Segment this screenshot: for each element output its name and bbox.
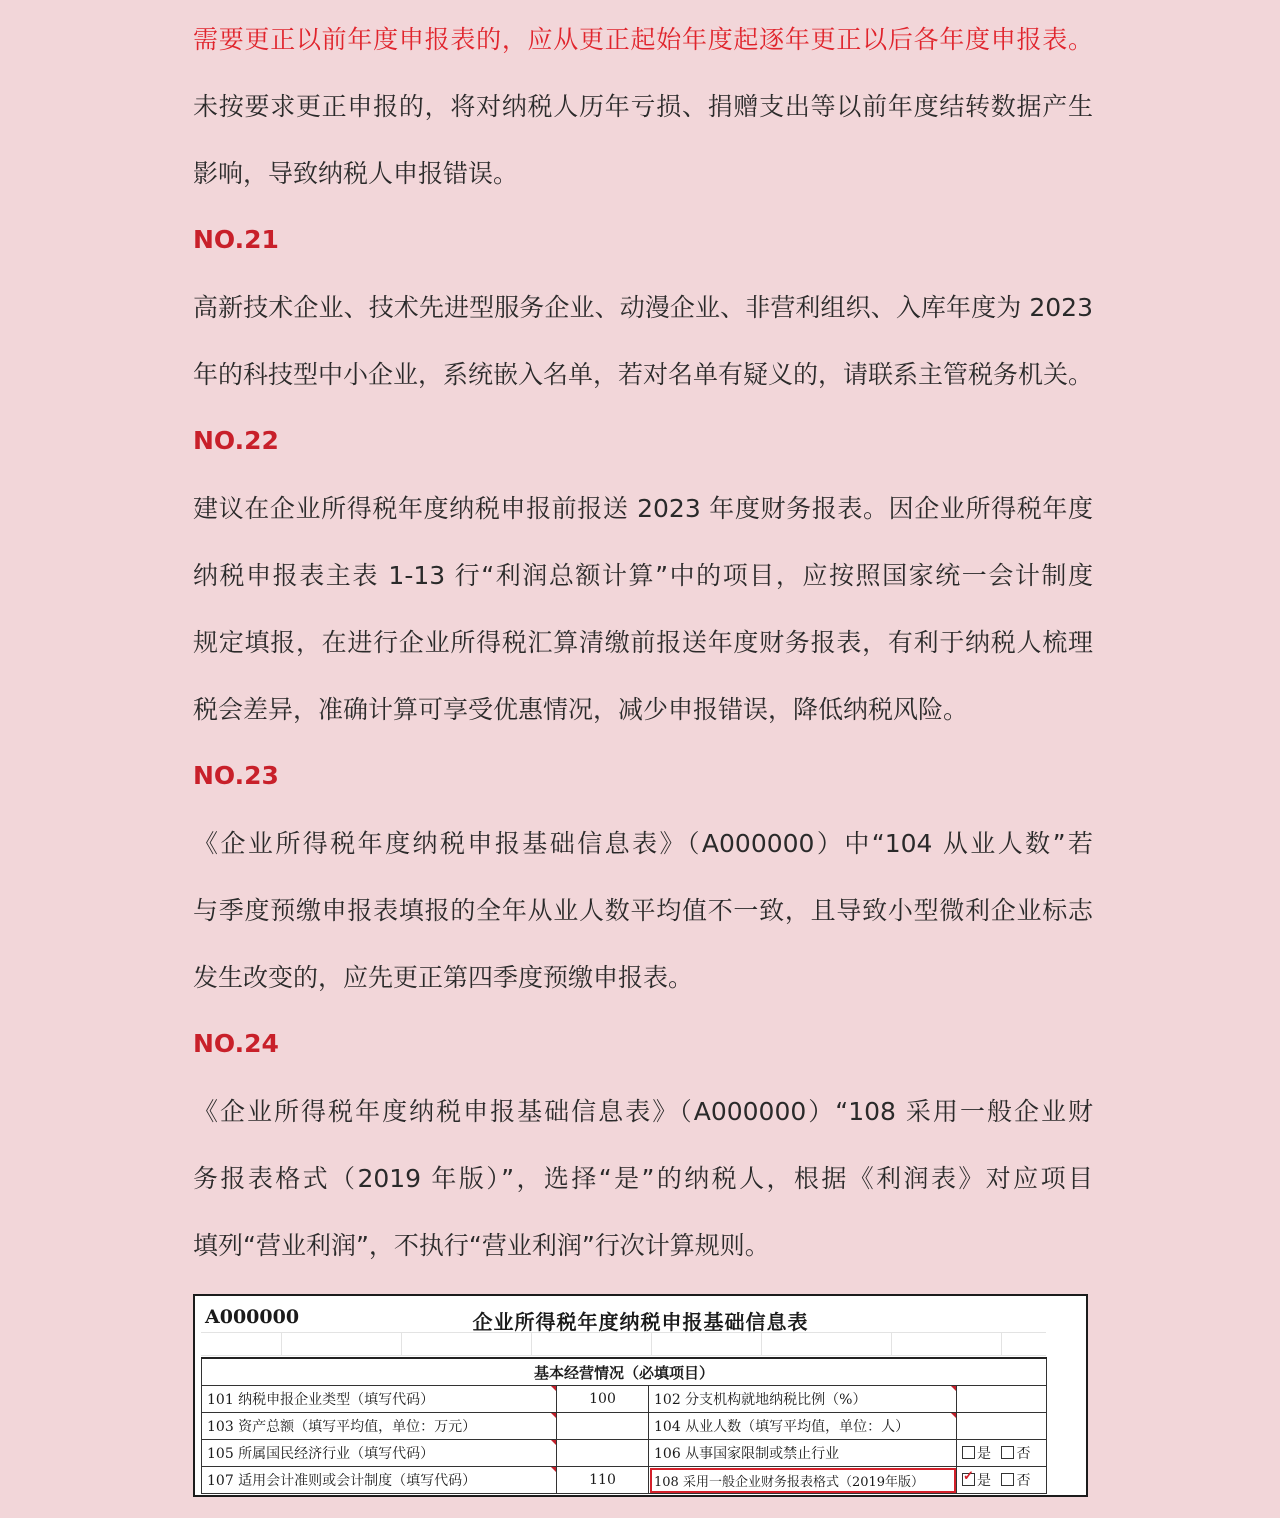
faint-gridlines xyxy=(201,1332,1046,1356)
p22-line-3: 规定填报，在进行企业所得税汇算清缴前报送年度财务报表，有利于纳税人梳理 xyxy=(193,628,1093,657)
checkbox-108-no xyxy=(1001,1473,1014,1486)
p23-line-1: 《企业所得税年度纳税申报基础信息表》（A000000）中“104 从业人数”若 xyxy=(193,829,1093,858)
field-103-label: 103 资产总额（填写平均值，单位：万元） xyxy=(202,1413,557,1440)
checkbox-108-yes xyxy=(962,1473,975,1486)
p22-line-4: 税会差异，准确计算可享受优惠情况，减少申报错误，降低纳税风险。 xyxy=(193,695,969,724)
field-107-value: 110 xyxy=(557,1467,649,1494)
heading-no21: NO.21 xyxy=(193,225,279,254)
field-104-label: 104 从业人数（填写平均值，单位：人） xyxy=(649,1413,957,1440)
form-screenshot xyxy=(193,1294,1088,1497)
heading-no22: NO.22 xyxy=(193,426,279,455)
field-105-label: 105 所属国民经济行业（填写代码） xyxy=(202,1440,557,1467)
p22-line-1: 建议在企业所得税年度纳税申报前报送 2023 年度财务报表。因企业所得税年度 xyxy=(193,494,1093,523)
table-row xyxy=(202,1386,1047,1413)
label-106-no: 否 xyxy=(1016,1446,1031,1462)
heading-no23: NO.23 xyxy=(193,761,279,790)
label-106-yes: 是 xyxy=(977,1446,991,1462)
table-row xyxy=(202,1440,1047,1467)
p24-line-2: 务报表格式（2019 年版）”，选择“是”的纳税人，根据《利润表》对应项目 xyxy=(193,1164,1093,1193)
field-106-label: 106 从事国家限制或禁止行业 xyxy=(649,1440,957,1467)
form-code: A000000 xyxy=(205,1306,300,1328)
field-101-value: 100 xyxy=(557,1386,649,1413)
p22-line-2: 纳税申报表主表 1-13 行“利润总额计算”中的项目，应按照国家统一会计制度 xyxy=(193,561,1093,590)
field-106-options xyxy=(957,1440,1047,1467)
p24-line-3: 填列“营业利润”，不执行“营业利润”行次计算规则。 xyxy=(193,1231,770,1260)
heading-no24: NO.24 xyxy=(193,1029,279,1058)
label-108-yes: 是 xyxy=(977,1473,991,1489)
field-105-value xyxy=(557,1440,649,1467)
p23-line-3: 发生改变的，应先更正第四季度预缴申报表。 xyxy=(193,963,694,992)
field-101-label: 101 纳税申报企业类型（填写代码） xyxy=(202,1386,557,1413)
form-table xyxy=(201,1357,1047,1494)
p21-line-2: 年的科技型中小企业，系统嵌入名单，若对名单有疑义的，请联系主管税务机关。 xyxy=(193,360,1094,389)
field-102-value xyxy=(957,1386,1047,1413)
table-row xyxy=(202,1413,1047,1440)
p24-line-1: 《企业所得税年度纳税申报基础信息表》（A000000）“108 采用一般企业财 xyxy=(193,1097,1093,1126)
p23-line-2: 与季度预缴申报表填报的全年从业人数平均值不一致，且导致小型微利企业标志 xyxy=(193,896,1093,925)
field-108-options xyxy=(957,1467,1047,1494)
intro-text-line-3: 影响，导致纳税人申报错误。 xyxy=(193,159,519,188)
label-108-no: 否 xyxy=(1016,1473,1031,1489)
field-108-label: 108 采用一般企业财务报表格式（2019年版） xyxy=(649,1467,957,1494)
checkbox-106-yes xyxy=(962,1446,975,1459)
intro-text-line-2: 未按要求更正申报的，将对纳税人历年亏损、捐赠支出等以前年度结转数据产生 xyxy=(193,92,1093,121)
field-103-value xyxy=(557,1413,649,1440)
field-104-value xyxy=(957,1413,1047,1440)
form-title: 企业所得税年度纳税申报基础信息表 xyxy=(472,1310,809,1334)
intro-red-text: 需要更正以前年度申报表的，应从更正起始年度起逐年更正以后各年度申报表。 xyxy=(193,25,1093,54)
section-header: 基本经营情况（必填项目） xyxy=(202,1358,1047,1386)
checkbox-106-no xyxy=(1001,1446,1014,1459)
field-102-label: 102 分支机构就地纳税比例（%） xyxy=(649,1386,957,1413)
field-107-label: 107 适用会计准则或会计制度（填写代码） xyxy=(202,1467,557,1494)
p21-line-1: 高新技术企业、技术先进型服务企业、动漫企业、非营利组织、入库年度为 2023 xyxy=(193,293,1093,322)
table-row xyxy=(202,1467,1047,1494)
